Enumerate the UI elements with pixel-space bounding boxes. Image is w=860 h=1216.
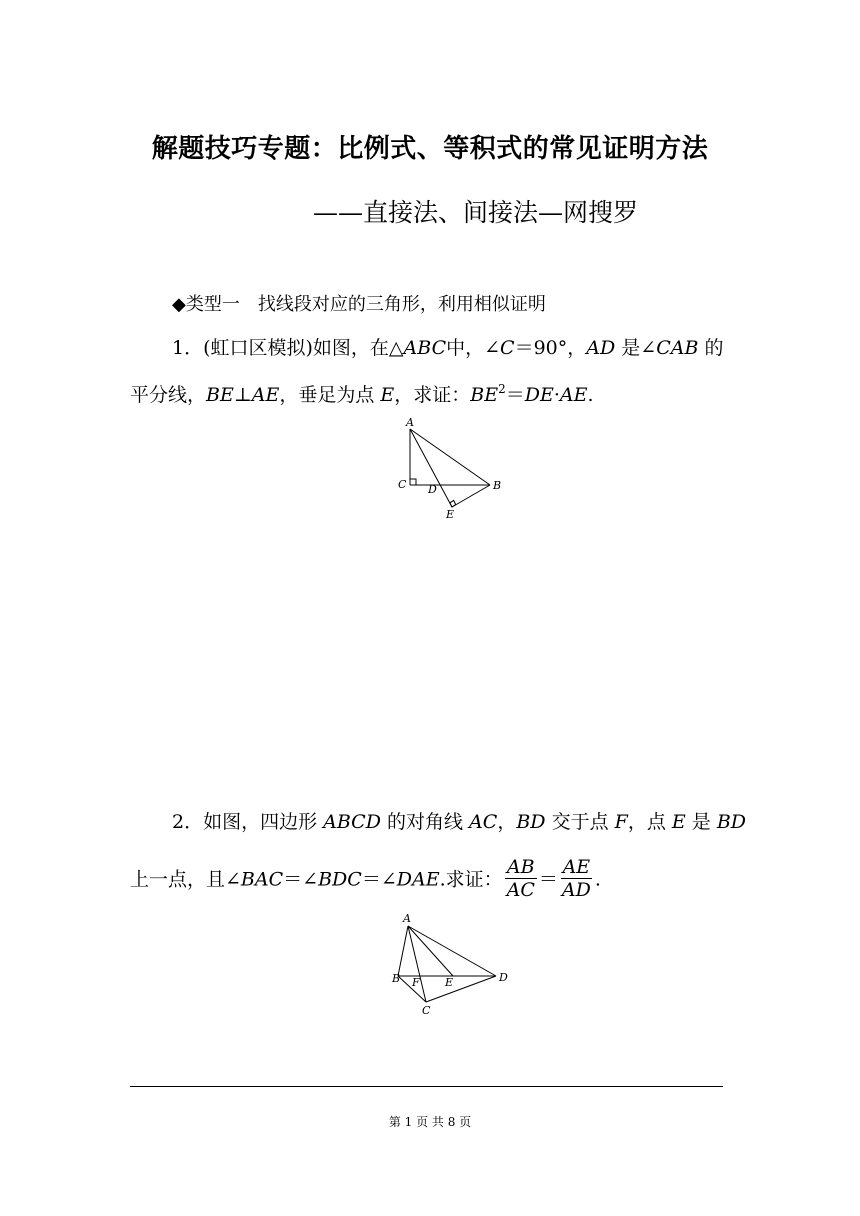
problem1-line1: 1．(虹口区模拟)如图，在△ABC中，∠C＝90°，AD 是∠CAB 的 [172, 337, 724, 359]
problem2-figure [388, 908, 518, 1020]
page-footer: 第 1 页 共 8 页 [388, 1115, 472, 1129]
fig1-label-d: D [428, 483, 437, 496]
fig2-label-c: C [422, 1004, 431, 1017]
document-title: 解题技巧专题：比例式、等积式的常见证明方法 [151, 134, 709, 164]
document-subtitle: ——直接法、间接法—网搜罗 [313, 198, 639, 227]
fig1-label-a: A [406, 416, 414, 429]
problem2-line2: 上一点，且∠BAC＝∠BDC＝∠DAE.求证： $\frac{AB}{AC}$ ＝ $\frac{AE}{AD}$ . [130, 856, 601, 901]
fig1-label-c: C [398, 478, 407, 491]
fig2-label-f: F [412, 976, 420, 989]
problem2-line1: 2．如图，四边形 ABCD 的对角线 AC，BD 交于点 F，点 E 是 BD [172, 811, 747, 833]
fig1-label-e: E [446, 508, 455, 521]
type-heading: ◆类型一 找线段对应的三角形，利用相似证明 [172, 294, 546, 315]
fraction-ab-ac: $\frac{AB}{AC}$ [506, 856, 535, 901]
fig2-label-b: B [392, 972, 401, 985]
fig1-label-b: B [493, 479, 502, 492]
fraction-ae-ad: $\frac{AE}{AD}$ [561, 856, 591, 901]
problem1-figure [390, 415, 510, 523]
fig2-label-e: E [445, 976, 454, 989]
problem1-line2: 平分线，BE⊥AE，垂足为点 E，求证：$BE^2=DE\cdot AE$. [130, 382, 594, 406]
fig2-label-d: D [499, 971, 508, 984]
footer-divider [130, 1086, 723, 1087]
fig2-label-a: A [403, 912, 411, 925]
